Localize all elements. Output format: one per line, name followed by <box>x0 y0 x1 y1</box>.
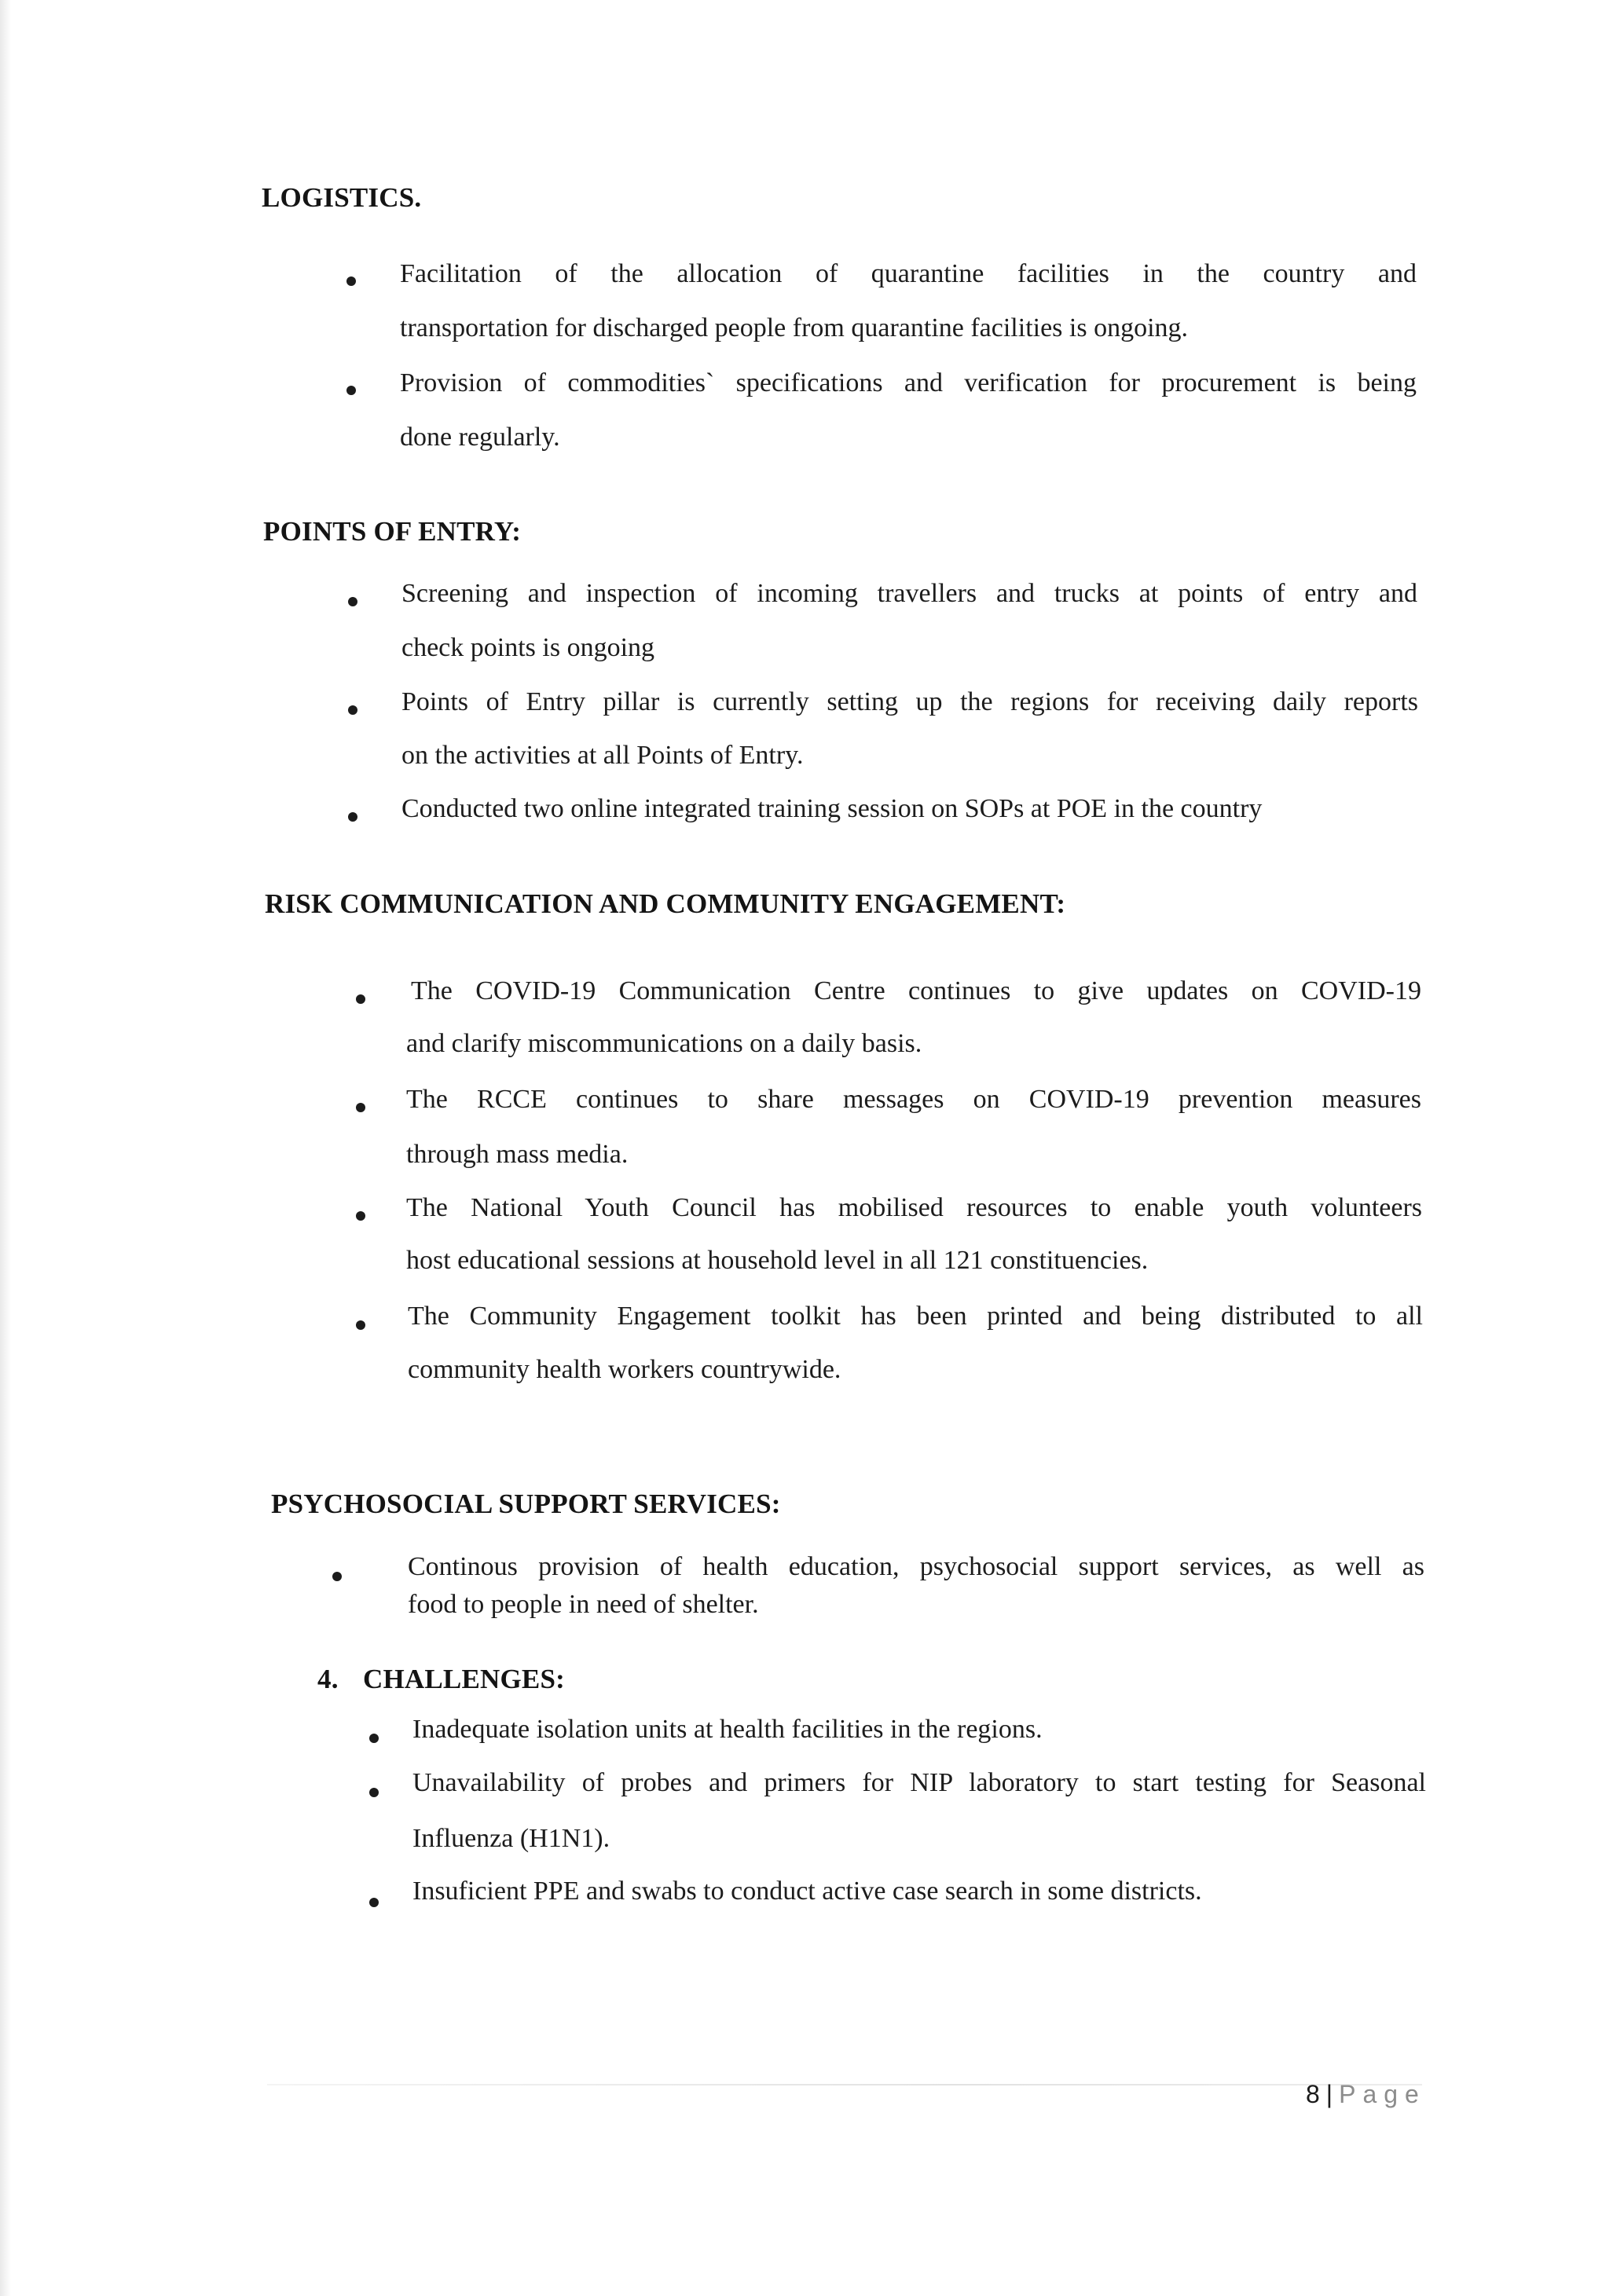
rcce-bullet-2-line-1: The RCCE continues to share messages on COVID-19 prevention measures <box>406 1085 1421 1114</box>
psychosocial-bullet-1-line-1: Continous provision of health education, psychosocial support services, as well as <box>408 1552 1424 1581</box>
poe-bullet-2-line-1: Points of Entry pillar is currently setting up the regions for receiving daily reports <box>401 687 1418 716</box>
challenges-bullet-1-line-1: Inadequate isolation units at health facilities in the regions. <box>412 1715 1043 1744</box>
logistics-bullet-2-line-2: done regularly. <box>400 423 560 452</box>
bullet-icon <box>356 994 365 1004</box>
rcce-bullet-1-line-2: and clarify miscommunications on a daily basis. <box>406 1029 922 1058</box>
page-number: 8 <box>1306 2080 1320 2108</box>
poe-bullet-1-line-2: check points is ongoing <box>401 633 655 662</box>
section-number-challenges: 4. <box>317 1664 339 1694</box>
challenges-bullet-2-line-2: Influenza (H1N1). <box>412 1824 610 1853</box>
bullet-icon <box>369 1734 379 1743</box>
section-heading-points-of-entry: POINTS OF ENTRY: <box>263 516 522 547</box>
section-heading-psychosocial: PSYCHOSOCIAL SUPPORT SERVICES: <box>271 1489 781 1519</box>
footer-divider <box>267 2084 1422 2085</box>
bullet-icon <box>369 1788 379 1797</box>
bullet-icon <box>356 1320 365 1330</box>
page-separator: | <box>1325 2080 1333 2108</box>
page-edge-shadow <box>0 0 11 2296</box>
page-label: Page <box>1339 2080 1426 2108</box>
logistics-bullet-1-line-1: Facilitation of the allocation of quarantine facilities in the country and <box>400 259 1417 288</box>
bullet-icon <box>332 1572 342 1581</box>
rcce-bullet-2-line-2: through mass media. <box>406 1140 629 1169</box>
rcce-bullet-4-line-1: The Community Engagement toolkit has been printed and being distributed to all <box>408 1302 1423 1331</box>
bullet-icon <box>356 1211 365 1221</box>
bullet-icon <box>346 276 356 286</box>
challenges-bullet-2-line-1: Unavailability of probes and primers for NIP laboratory to start testing for Seasonal <box>412 1768 1426 1797</box>
section-heading-logistics: LOGISTICS. <box>262 182 422 213</box>
poe-bullet-2-line-2: on the activities at all Points of Entry. <box>401 741 804 770</box>
bullet-icon <box>356 1103 365 1112</box>
rcce-bullet-1-line-1: The COVID-19 Communication Centre continues to give updates on COVID-19 <box>411 976 1421 1005</box>
logistics-bullet-1-line-2: transportation for discharged people from quarantine facilities is ongoing. <box>400 313 1189 342</box>
psychosocial-bullet-1-line-2: food to people in need of shelter. <box>408 1590 759 1619</box>
rcce-bullet-3-line-1: The National Youth Council has mobilised resources to enable youth volunteers <box>406 1193 1422 1222</box>
section-heading-challenges: CHALLENGES: <box>363 1664 565 1694</box>
rcce-bullet-4-line-2: community health workers countrywide. <box>408 1355 841 1384</box>
section-heading-risk-communication: RISK COMMUNICATION AND COMMUNITY ENGAGEMENT: <box>265 888 1066 919</box>
rcce-bullet-3-line-2: host educational sessions at household level in all 121 constituencies. <box>406 1246 1149 1275</box>
poe-bullet-1-line-1: Screening and inspection of incoming travellers and trucks at points of entry and <box>401 579 1417 608</box>
bullet-icon <box>348 705 357 715</box>
logistics-bullet-2-line-1: Provision of commodities` specifications and verification for procurement is being <box>400 368 1417 397</box>
poe-bullet-3-line-1: Conducted two online integrated training session on SOPs at POE in the country <box>401 794 1263 823</box>
bullet-icon <box>346 386 356 395</box>
bullet-icon <box>348 597 357 606</box>
bullet-icon <box>348 812 357 822</box>
page-footer <box>1306 2080 1426 2109</box>
challenges-bullet-3-line-1: Insuficient PPE and swabs to conduct active case search in some districts. <box>412 1877 1202 1906</box>
bullet-icon <box>369 1898 379 1907</box>
